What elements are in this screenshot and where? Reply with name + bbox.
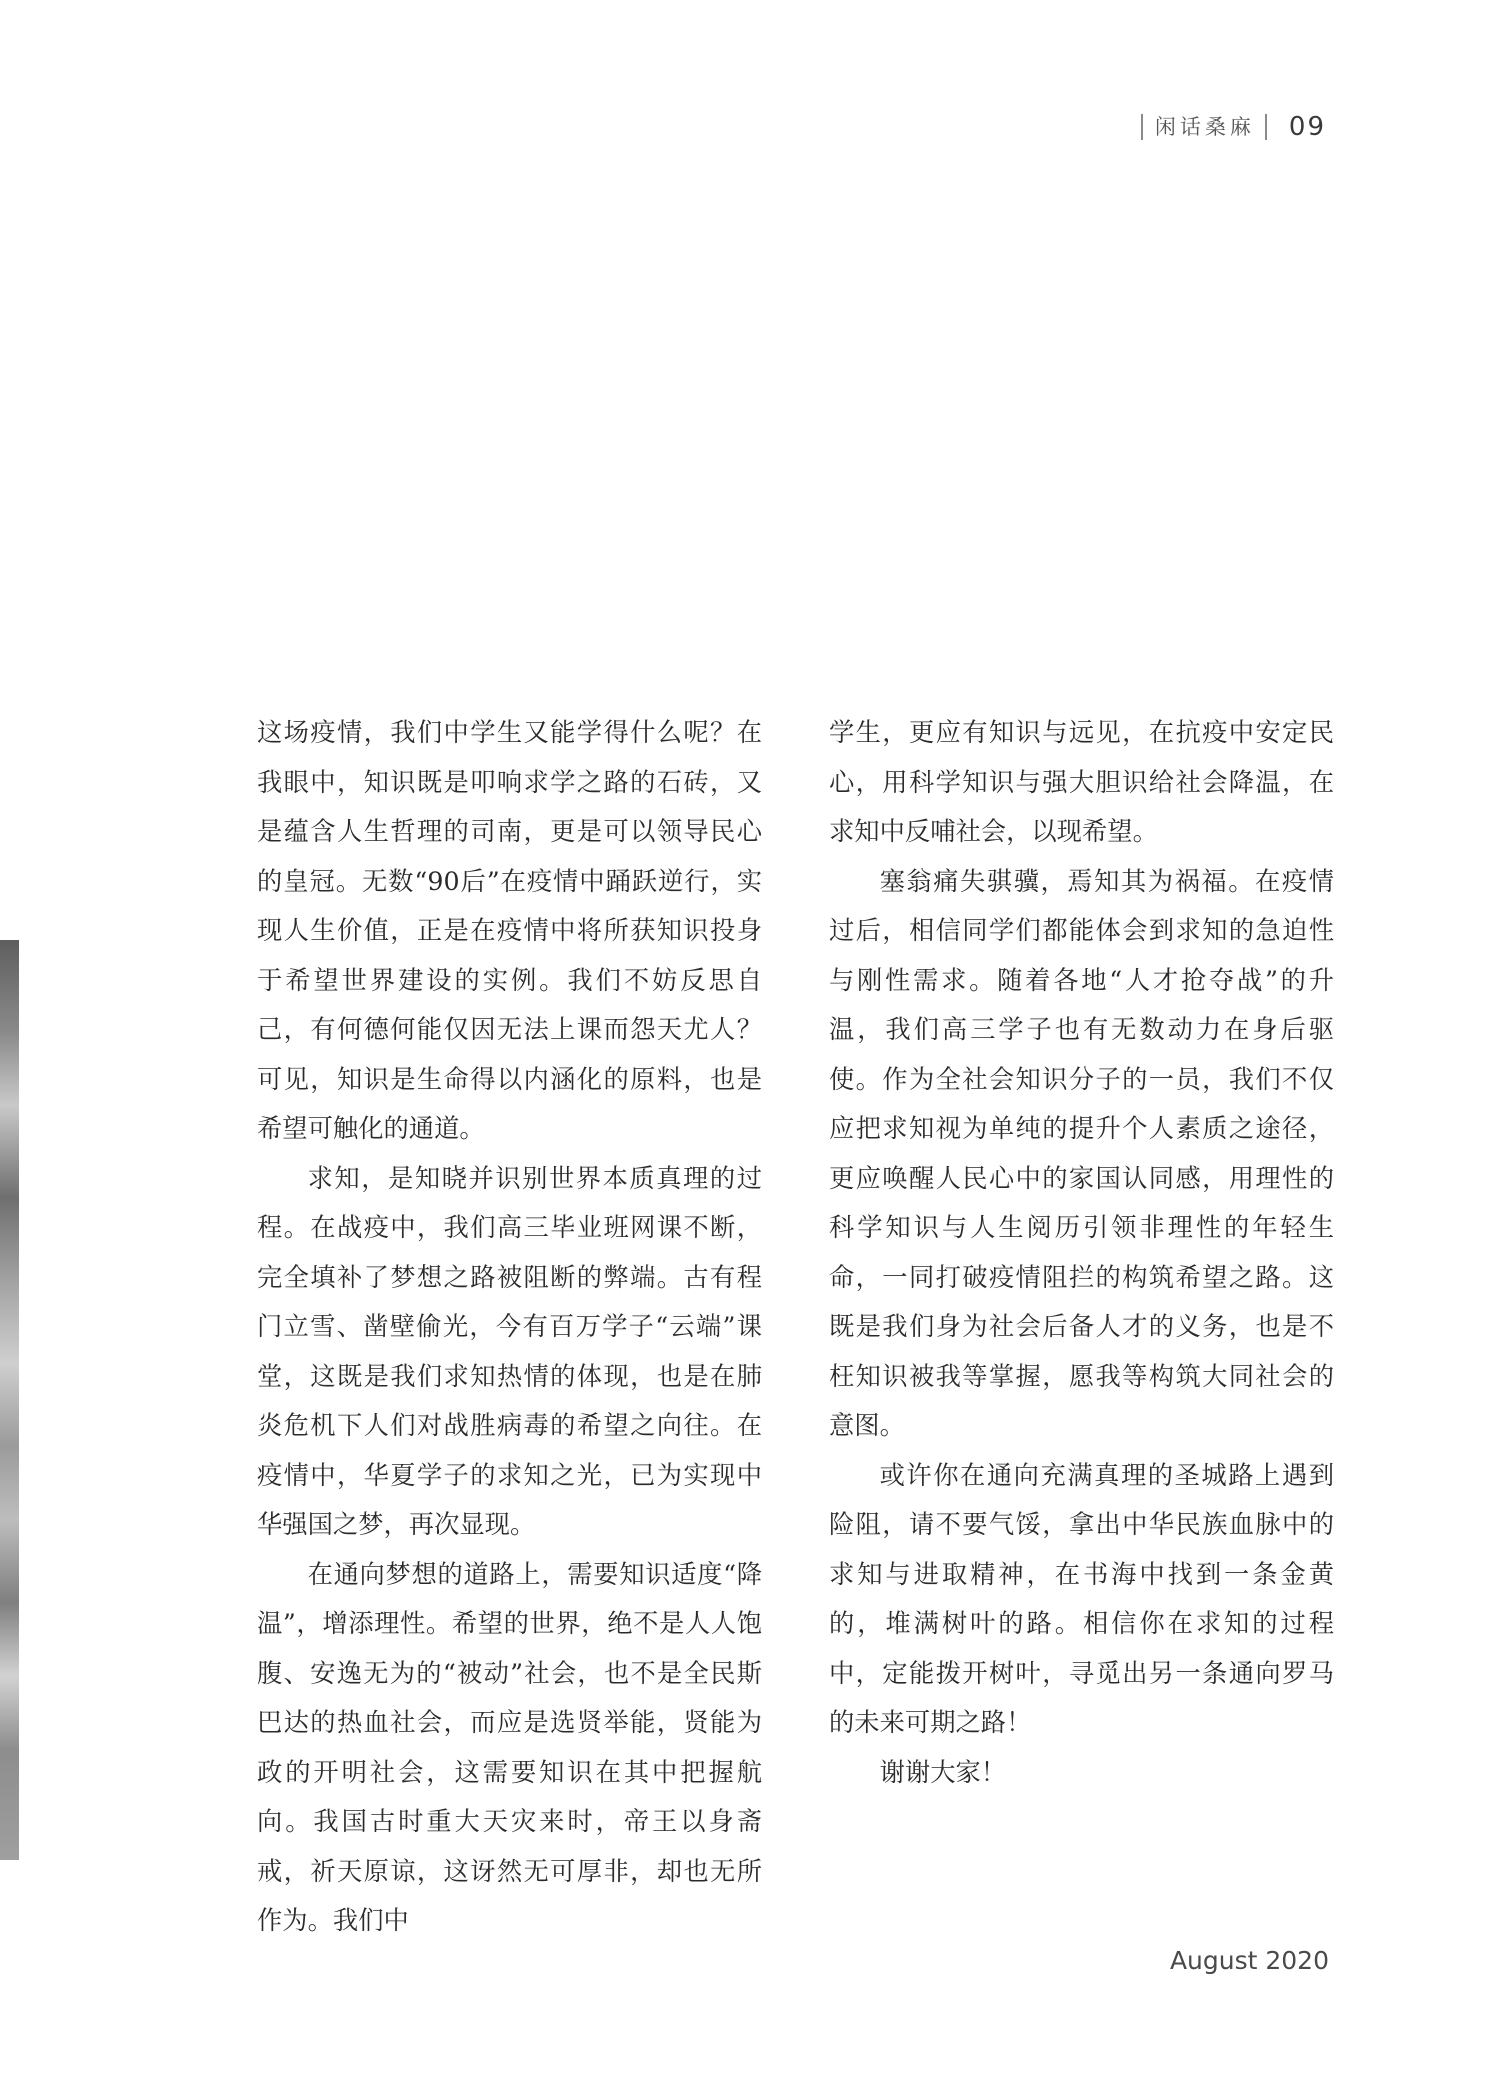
left-text-column (257, 708, 762, 1946)
issue-date: August 2020 (1169, 1946, 1329, 1975)
paragraph-continuation: 学生，更应有知识与远见，在抗疫中安定民心，用科学知识与强大胆识给社会降温，在求知中反哺社会，以现希望。 (829, 718, 1334, 846)
paragraph: 在通向梦想的道路上，需要知识适度“降温”，增添理性。希望的世界，绝不是人人饱腹、安逸无为的“被动”社会，也不是全民斯巴达的热血社会，而应是选贤举能，贤能为政的开明社会，这需要知识在其中把握航向。我国古时重大天灾来时，帝王以身斋戒，祈天原谅，这讶然无可厚非，却也无所作为。我们中 (257, 1559, 762, 1935)
paragraph: 求知，是知晓并识别世界本质真理的过程。在战疫中，我们高三毕业班网课不断，完全填补了梦想之路被阻断的弊端。古有程门立雪、凿壁偷光，今有百万学子“云端”课堂，这既是我们求知热情的体现，也是在肺炎危机下人们对战胜病毒的希望之向往。在疫情中，华夏学子的求知之光，已为实现中华强国之梦，再次显现。 (257, 1163, 762, 1539)
section-title: 闲话桑麻 (1141, 114, 1267, 140)
paragraph: 或许你在通向充满真理的圣城路上遇到险阻，请不要气馁，拿出中华民族血脉中的求知与进取精神，在书海中找到一条金黄的，堆满树叶的路。相信你在求知的过程中，定能拨开树叶，寻觅出另一条通向罗马的未来可期之路！ (829, 1460, 1334, 1737)
page-number: 09 (1288, 112, 1326, 142)
running-header (1141, 112, 1326, 142)
paragraph: 这场疫情，我们中学生又能学得什么呢？在我眼中，知识既是叩响求学之路的石砖，又是蕴含人生哲理的司南，更是可以领导民心的皇冠。无数“90后”在疫情中踊跃逆行，实现人生价值，正是在疫情中将所获知识投身于希望世界建设的实例。我们不妨反思自己，有何德何能仅因无法上课而怨天尤人？可见，知识是生命得以内涵化的原料，也是希望可触化的通道。 (257, 718, 762, 1143)
right-text-column (829, 708, 1334, 1797)
edge-photo-fragment (0, 940, 19, 1860)
closing-line: 谢谢大家！ (879, 1757, 1007, 1787)
paragraph: 塞翁痛失骐骥，焉知其为祸福。在疫情过后，相信同学们都能体会到求知的急迫性与刚性需求。随着各地“人才抢夺战”的升温，我们高三学子也有无数动力在身后驱使。作为全社会知识分子的一员，我们不仅应把求知视为单纯的提升个人素质之途径，更应唤醒人民心中的家国认同感，用理性的科学知识与人生阅历引领非理性的年轻生命，一同打破疫情阻拦的构筑希望之路。这既是我们身为社会后备人才的义务，也是不枉知识被我等掌握，愿我等构筑大同社会的意图。 (829, 866, 1334, 1440)
